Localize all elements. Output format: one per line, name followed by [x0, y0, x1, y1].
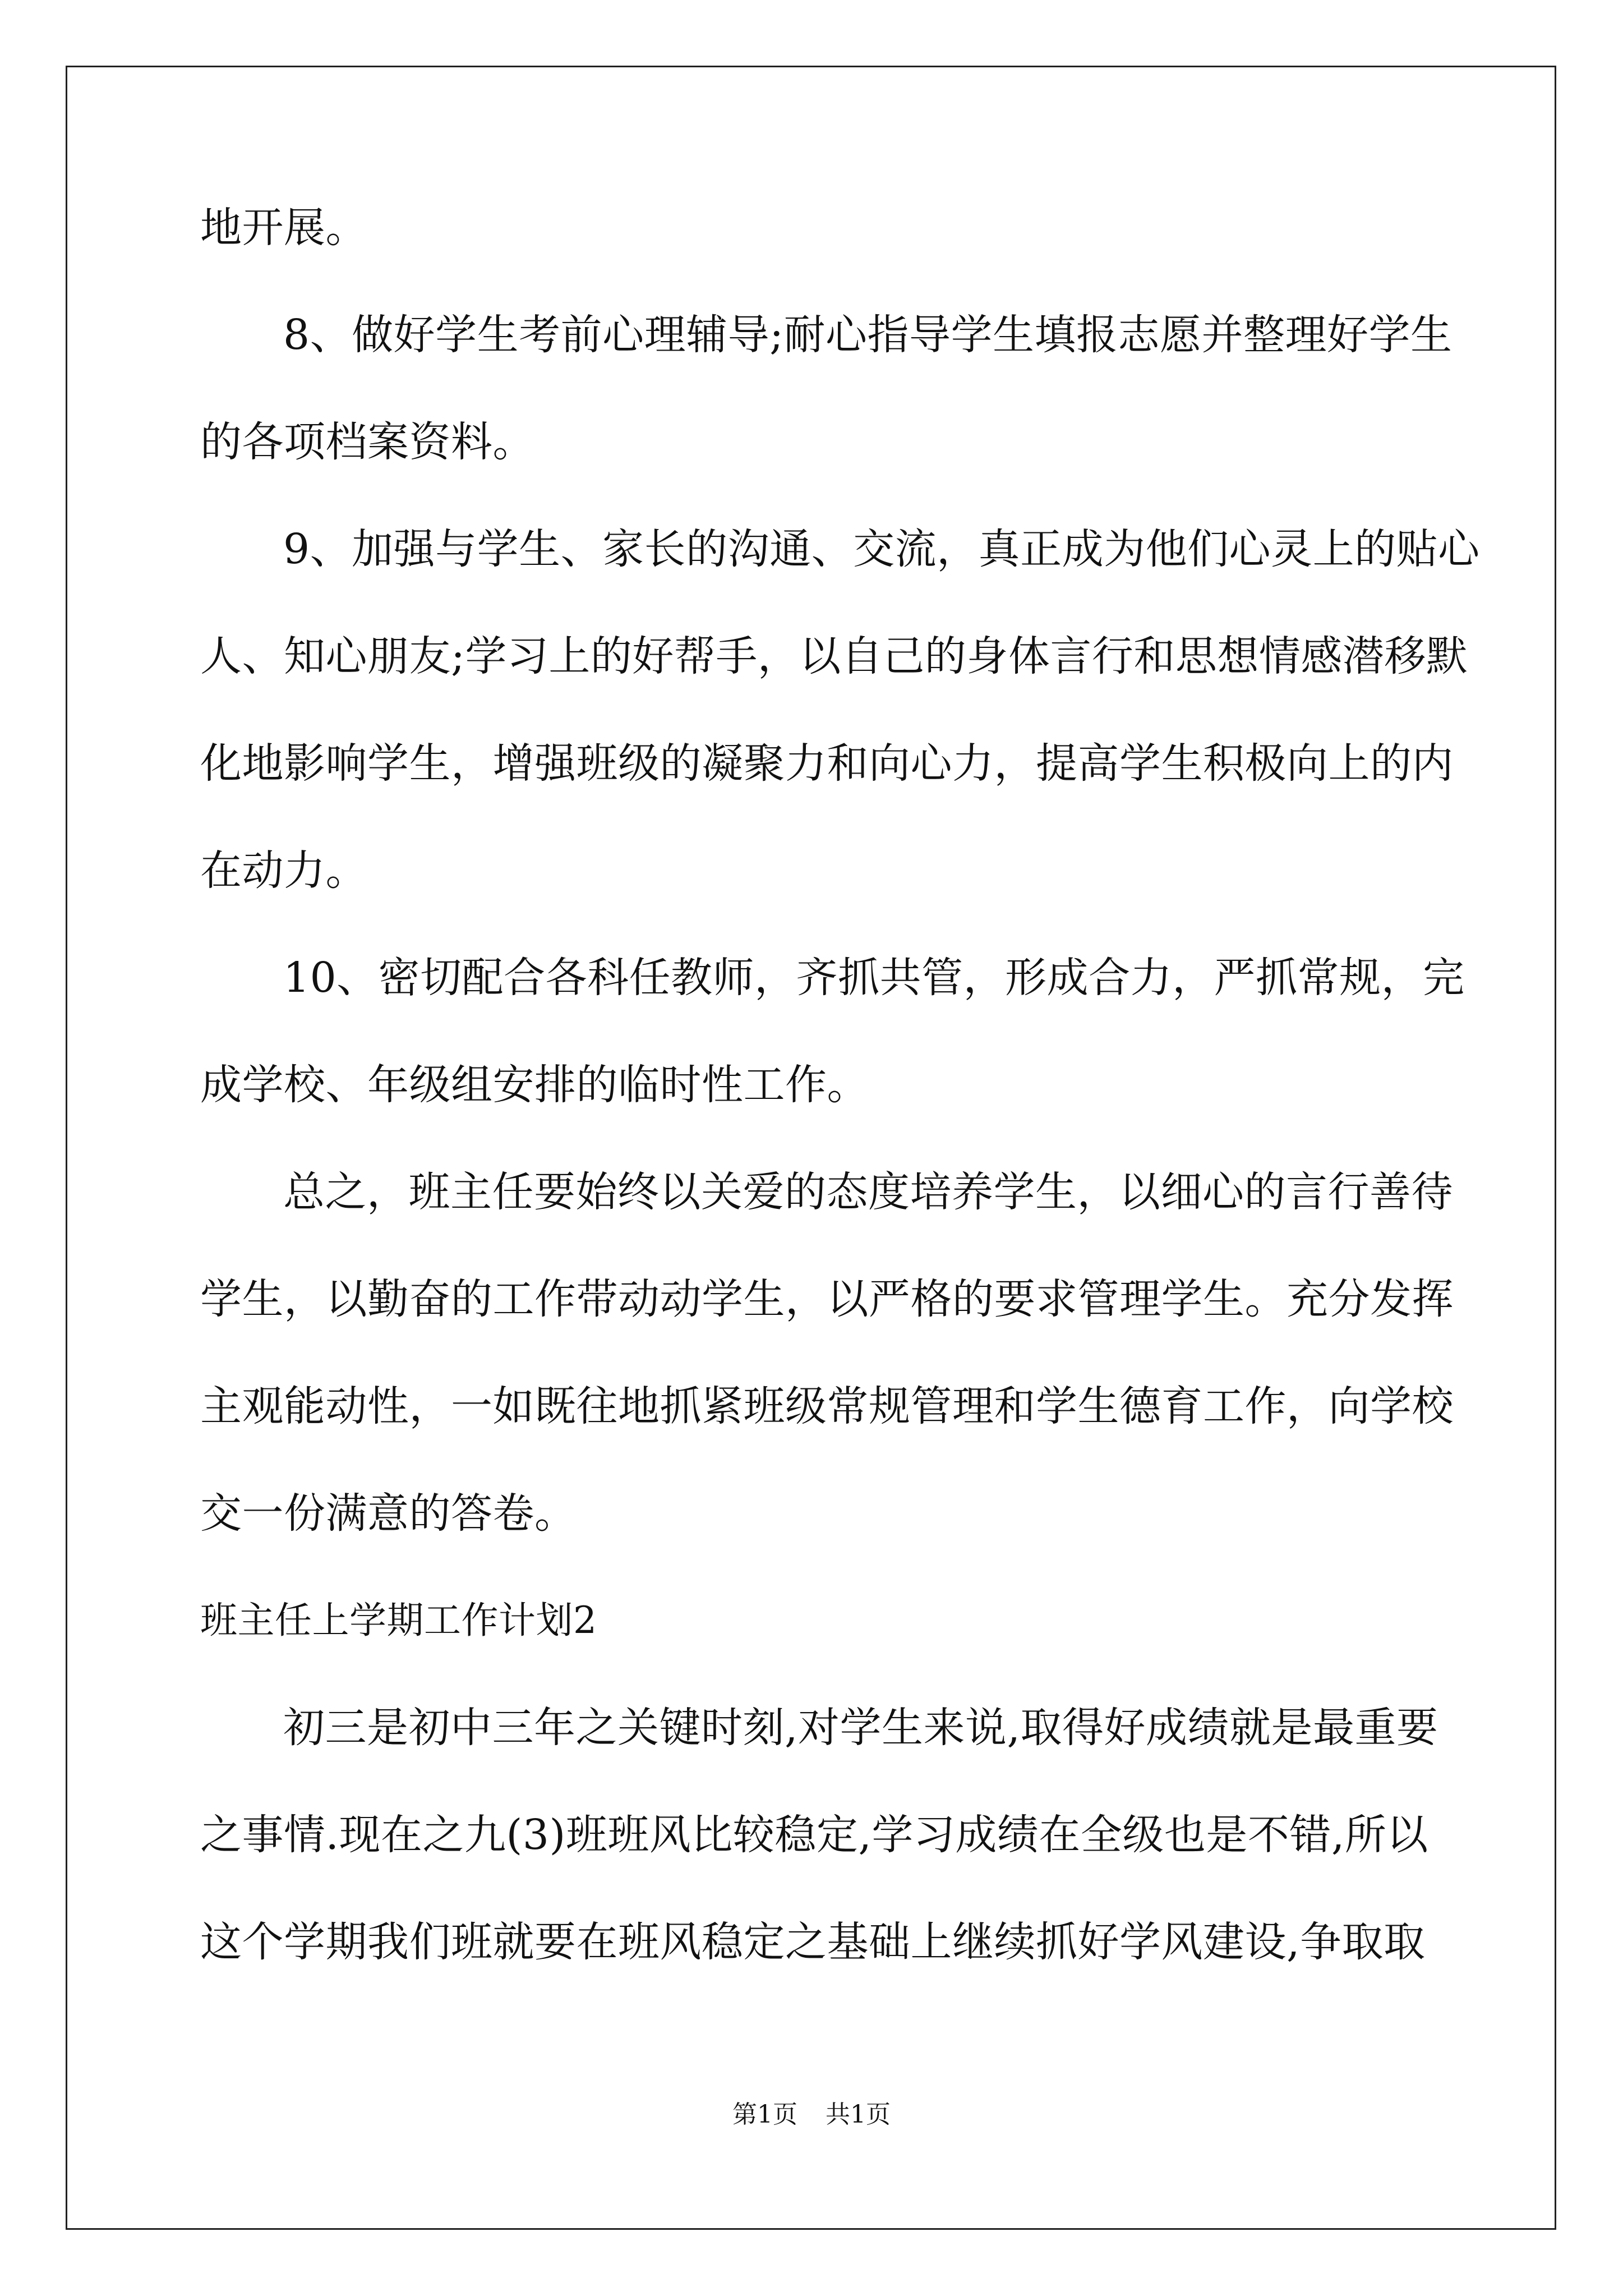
text-line: 的各项档案资料。	[200, 418, 534, 466]
page-number: 第1页	[732, 2100, 797, 2129]
text-line: 人、知心朋友;学习上的好帮手，以自己的身体言行和思想情感潜移默	[200, 632, 1468, 680]
section-heading: 班主任上学期工作计划2	[200, 1599, 597, 1642]
paragraph-item-8: 8、做好学生考前心理辅导;耐心指导学生填报志愿并整理好学生	[283, 311, 1453, 359]
text-line: 成学校、年级组安排的临时性工作。	[200, 1061, 869, 1109]
paragraph-summary: 总之，班主任要始终以关爱的态度培养学生，以细心的言行善待	[283, 1168, 1453, 1216]
paragraph-intro: 初三是初中三年之关键时刻,对学生来说,取得好成绩就是最重要	[283, 1704, 1438, 1752]
text-line: 这个学期我们班就要在班风稳定之基础上继续抓好学风建设,争取取	[200, 1918, 1426, 1966]
text-line: 之事情.现在之九(3)班班风比较稳定,学习成绩在全级也是不错,所以	[200, 1811, 1428, 1859]
paragraph-item-10: 10、密切配合各科任教师，齐抓共管，形成合力，严抓常规，完	[283, 954, 1465, 1002]
text-line: 学生，以勤奋的工作带动动学生，以严格的要求管理学生。充分发挥	[200, 1275, 1454, 1323]
text-line: 在动力。	[200, 846, 367, 895]
text-line: 交一份满意的答卷。	[200, 1489, 577, 1538]
page-total: 共1页	[826, 2100, 891, 2129]
text-line: 化地影响学生，增强班级的凝聚力和向心力，提高学生积极向上的内	[200, 739, 1454, 788]
text-line: 主观能动性，一如既往地抓紧班级常规管理和学生德育工作，向学校	[200, 1382, 1454, 1430]
page-border	[66, 66, 1556, 2230]
text-line: 地开展。	[200, 204, 367, 252]
paragraph-item-9: 9、加强与学生、家长的沟通、交流，真正成为他们心灵上的贴心	[283, 525, 1480, 573]
page-footer	[0, 2098, 1623, 2132]
